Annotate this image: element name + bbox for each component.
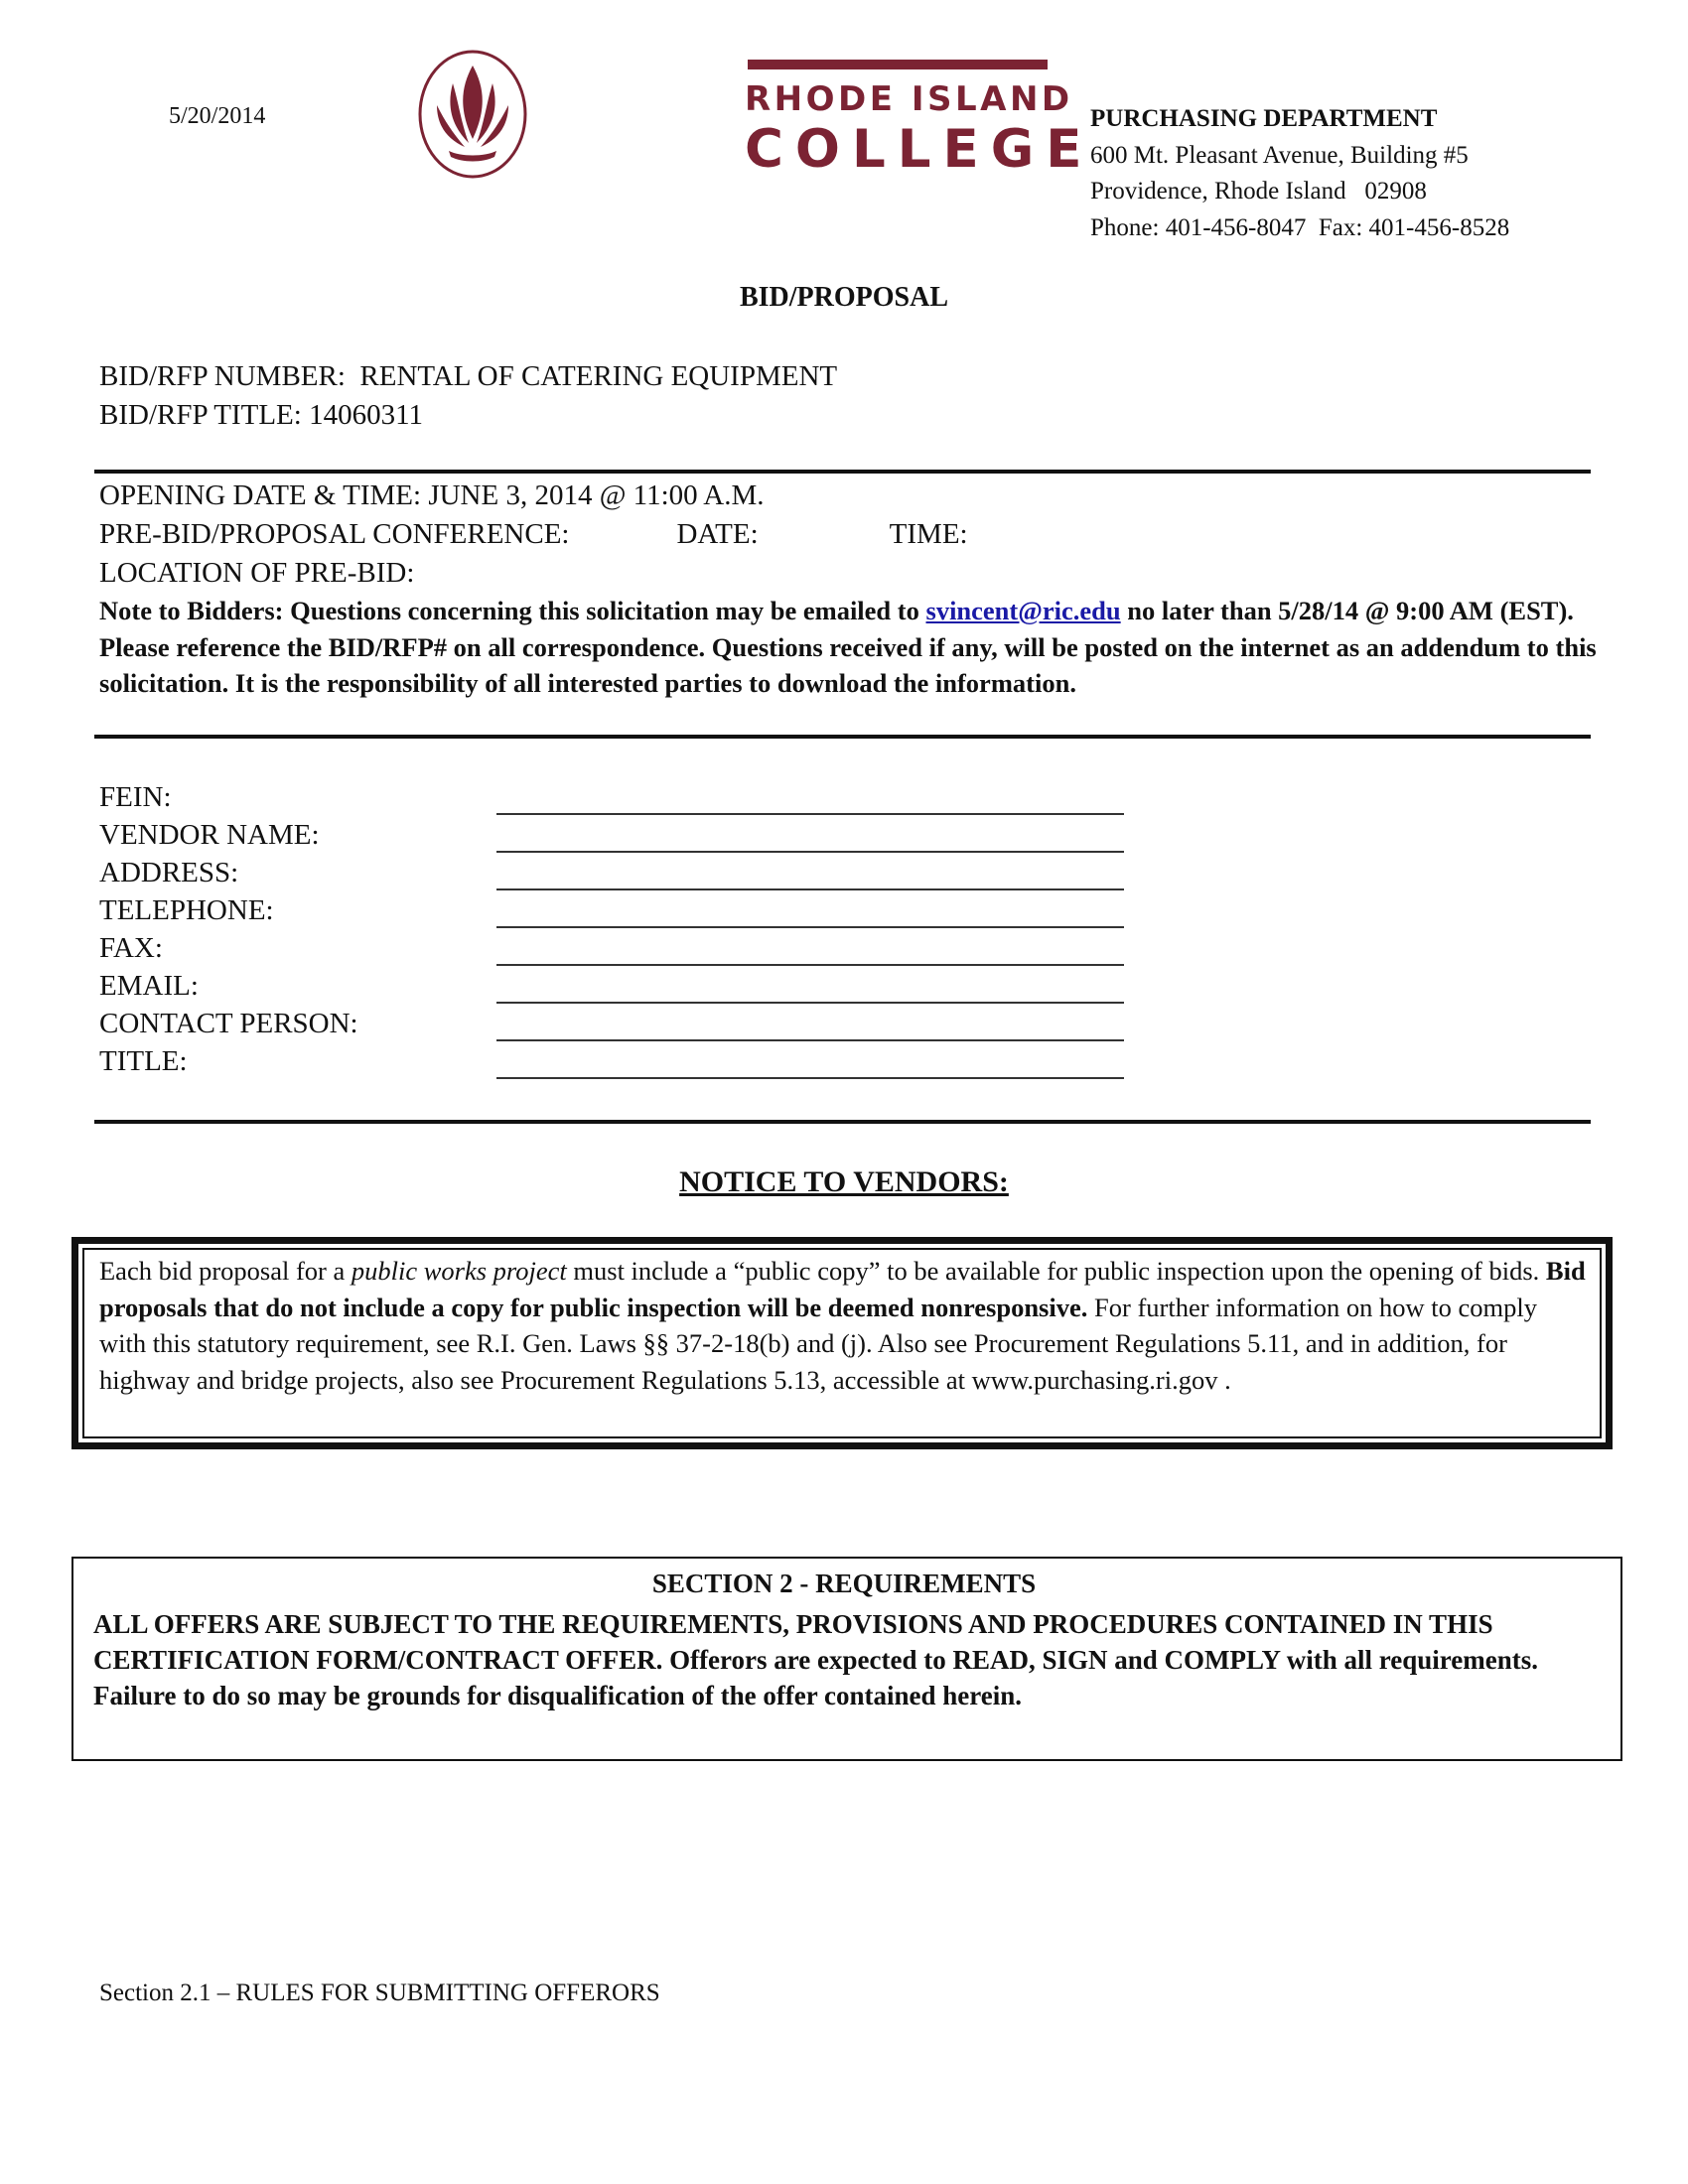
telephone-fill-line[interactable] xyxy=(496,926,1124,928)
section2-title: SECTION 2 - REQUIREMENTS xyxy=(651,1569,1037,1598)
department-phone: Phone: 401-456-8047 Fax: 401-456-8528 xyxy=(1090,213,1510,241)
field-label-title: TITLE: xyxy=(99,1045,188,1077)
department-name: PURCHASING DEPARTMENT xyxy=(1090,105,1438,132)
wordmark-line1: RHODE ISLAND xyxy=(745,79,1073,119)
document-title: BID/PROPOSAL xyxy=(739,282,949,313)
notice-title: NOTICE TO VENDORS: xyxy=(679,1165,1009,1198)
section2-text: ALL OFFERS ARE SUBJECT TO THE REQUIREMENTS, PROVISIONS AND PROCEDURES CONTAINED IN THIS CERTIFICATION FORM/CONTRACT OFFER. Offerors are expected to READ, SIGN and COMPLY with all requirements. Failure to do so may be grounds for disqualification of the offer contained herein. xyxy=(93,1609,1539,1710)
department-address-block xyxy=(1090,101,1509,246)
notice-text xyxy=(99,1253,1589,1398)
college-wordmark xyxy=(745,60,1094,180)
field-label-fax: FAX: xyxy=(99,932,163,964)
notice-text-part: For further information on how to comply with this statutory requirement, see R.I. Gen. Laws §§ 37-2-18(b) and (j). Also see Procurement Regulations 5.11, and in addition, for highway and bridge projects, also see Procurement Regulations 5.13, accessible at www.purchasing.ri.gov . xyxy=(99,1292,1538,1395)
bid-title: BID/RFP TITLE: 14060311 xyxy=(99,399,423,431)
opening-date-time: OPENING DATE & TIME: JUNE 3, 2014 @ 11:00 A.M. xyxy=(99,479,765,511)
fein-fill-line[interactable] xyxy=(496,813,1124,815)
college-seal-logo xyxy=(417,48,528,181)
field-label-fein: FEIN: xyxy=(99,781,172,813)
field-label-telephone: TELEPHONE: xyxy=(99,894,274,926)
field-label-contact-person: CONTACT PERSON: xyxy=(99,1008,358,1039)
field-label-vendor-name: VENDOR NAME: xyxy=(99,819,320,851)
title-fill-line[interactable] xyxy=(496,1077,1124,1079)
section-heading-2-1: Section 2.1 – RULES FOR SUBMITTING OFFERORS xyxy=(99,1979,660,2006)
note-prefix: Note to Bidders: Questions concerning this solicitation may be emailed to xyxy=(99,596,926,625)
notice-text-bold: Bid proposals that do not include a copy for public inspection will be deemed nonresponsive. xyxy=(99,1256,1586,1322)
prebid-conference-row xyxy=(99,515,968,554)
bid-number: BID/RFP NUMBER: RENTAL OF CATERING EQUIPMENT xyxy=(99,360,838,392)
field-label-address: ADDRESS: xyxy=(99,857,239,888)
divider xyxy=(94,470,1591,474)
contact-person-fill-line[interactable] xyxy=(496,1039,1124,1041)
notice-text-part: Each bid proposal for a xyxy=(99,1256,352,1286)
prebid-conference-label: PRE-BID/PROPOSAL CONFERENCE: xyxy=(99,518,570,550)
notice-text-part: must include a “public copy” to be available for public inspection upon the opening of bids. xyxy=(566,1256,1546,1286)
vendor-name-fill-line[interactable] xyxy=(496,851,1124,853)
department-address1: 600 Mt. Pleasant Avenue, Building #5 xyxy=(1090,141,1469,169)
divider xyxy=(94,1120,1591,1124)
contact-email-link[interactable]: svincent@ric.edu xyxy=(925,596,1121,625)
prebid-date-label: DATE: xyxy=(676,518,759,550)
opening-info xyxy=(99,477,968,593)
address-fill-line[interactable] xyxy=(496,888,1124,890)
document-date: 5/20/2014 xyxy=(169,103,266,129)
prebid-time-label: TIME: xyxy=(889,518,968,550)
note-suffix: no later than 5/28/14 @ 9:00 AM (EST). Please reference the BID/RFP# on all correspondence. Questions received if any, will be posted on the internet as an addendum to this solicitation. It is the responsibility of all interested parties to download the information. xyxy=(99,596,1597,698)
fax-fill-line[interactable] xyxy=(496,964,1124,966)
wordmark-line2: COLLEGE xyxy=(745,119,1094,180)
notice-text-italic: public works project xyxy=(351,1256,567,1286)
note-to-bidders xyxy=(99,593,1599,702)
prebid-location-label: LOCATION OF PRE-BID: xyxy=(99,557,415,589)
email-fill-line[interactable] xyxy=(496,1002,1124,1004)
bid-info xyxy=(99,357,837,435)
field-label-email: EMAIL: xyxy=(99,970,199,1002)
department-address2: Providence, Rhode Island 02908 xyxy=(1090,178,1427,205)
divider xyxy=(94,735,1591,739)
wordmark-bar xyxy=(748,60,1048,69)
